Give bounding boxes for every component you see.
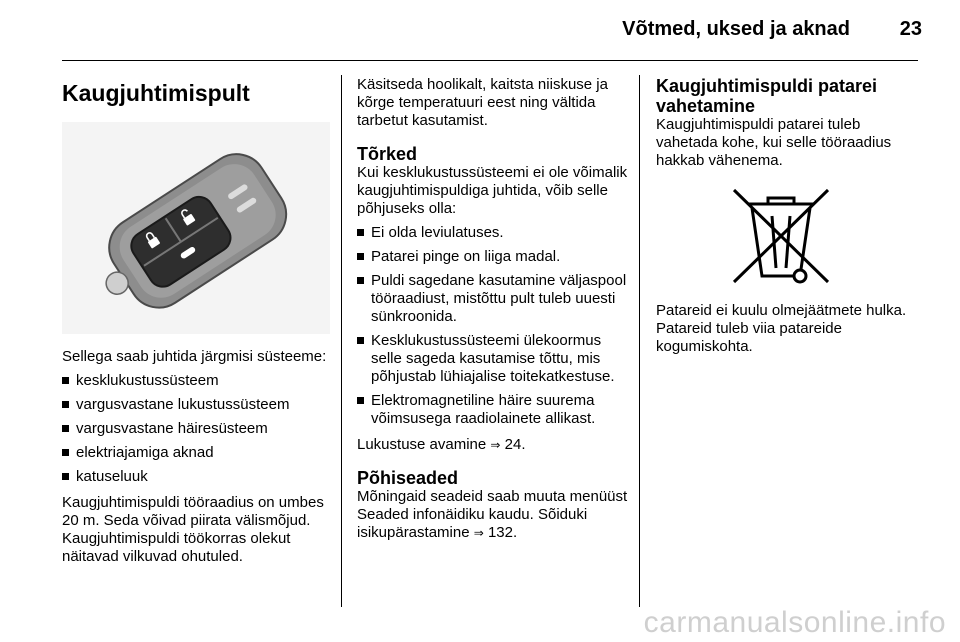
section-heading-battery: Kaugjuhtimispuldi patarei vahetamine (656, 76, 878, 116)
header-divider (62, 60, 918, 61)
battery-disposal-text: Patareid ei kuulu olmejäätmete hulka. Patareid tuleb viia patareide kogumiskohta. (656, 302, 907, 355)
list-item (357, 248, 629, 266)
page-header-title: Võtmed, uksed ja aknad (622, 18, 850, 40)
column-divider-2 (639, 75, 640, 607)
unlock-reference-page[interactable]: 24. (504, 436, 526, 453)
list-item (62, 396, 330, 414)
list-item (357, 272, 629, 326)
faults-list (357, 224, 629, 428)
list-item-text: Patarei pinge on liiga madal. (371, 248, 561, 265)
list-item (357, 224, 629, 242)
list-item (62, 468, 330, 486)
unlock-reference-text: Lukustuse avamine (357, 436, 487, 453)
watermark: carmanualsonline.info (643, 606, 946, 639)
section-heading-basic-settings: Põhiseaded (357, 468, 459, 488)
basic-settings-body: Mõningaid seadeid saab muuta menüüst Seaded infonäidiku kaudu. Sõiduki isikupärastamine (357, 488, 628, 541)
list-item (357, 392, 629, 428)
list-item-text: vargusvastane lukustussüsteem (76, 396, 290, 413)
basic-settings-text (357, 488, 629, 542)
list-item-text: kesklukustussüsteem (76, 372, 219, 389)
remote-range-text: Kaugjuhtimispuldi tööraadius on umbes 20 m. Seda võivad piirata välismõjud. Kaugjuhtimispuldi töökorras olekut näitavad vilkuvad ohutuled. (62, 494, 324, 565)
remote-key-illustration (62, 122, 330, 334)
reference-arrow-icon: ⇒ (473, 526, 484, 540)
section-heading-faults: Tõrked (357, 144, 418, 164)
battery-intro-text: Kaugjuhtimispuldi patarei tuleb vahetada kohe, kui selle tööraadius hakkab vähenema. (656, 116, 892, 169)
list-item-text: vargusvastane häiresüsteem (76, 420, 268, 437)
list-item-text: Elektromagnetiline häire suurema võimsusega raadiolainete allikast. (371, 392, 596, 427)
column-3 (656, 76, 926, 356)
list-item (62, 372, 330, 390)
reference-arrow-icon: ⇒ (490, 438, 501, 452)
list-item-text: Puldi sagedane kasutamine väljaspool tööraadiust, mistõttu pult tuleb uuesti sünkroonida. (371, 272, 627, 325)
column-1 (62, 76, 330, 566)
list-item-text: Ei olda leviulatuses. (371, 224, 504, 241)
section-heading-remote: Kaugjuhtimispult (62, 80, 250, 106)
list-item (62, 420, 330, 438)
page-number: 23 (899, 18, 922, 40)
faults-intro-text: Kui kesklukustussüsteemi ei ole võimalik kaugjuhtimispuldiga juhtida, võib selle põhjuseks olla: (357, 164, 628, 217)
column-2 (357, 76, 629, 542)
list-item (62, 444, 330, 462)
list-item-text: Kesklukustussüsteemi ülekoormus selle sageda kasutamise tõttu, mis põhjustab lühiajalise toitekatkestuse. (371, 332, 615, 385)
list-item (357, 332, 629, 386)
crossed-bin-icon (726, 184, 836, 288)
care-text: Käsitseda hoolikalt, kaitsta niiskuse ja kõrge temperatuuri eest ning vältida tarbetut kasutamist. (357, 76, 608, 129)
list-item-text: elektriajamiga aknad (76, 444, 214, 461)
list-item-text: katuseluuk (76, 468, 148, 485)
column-divider-1 (341, 75, 342, 607)
basic-settings-reference-page[interactable]: 132. (487, 524, 518, 541)
unlock-reference (357, 436, 629, 454)
controlled-systems-list (62, 372, 330, 486)
remote-intro-text: Sellega saab juhtida järgmisi süsteeme: (62, 348, 327, 365)
